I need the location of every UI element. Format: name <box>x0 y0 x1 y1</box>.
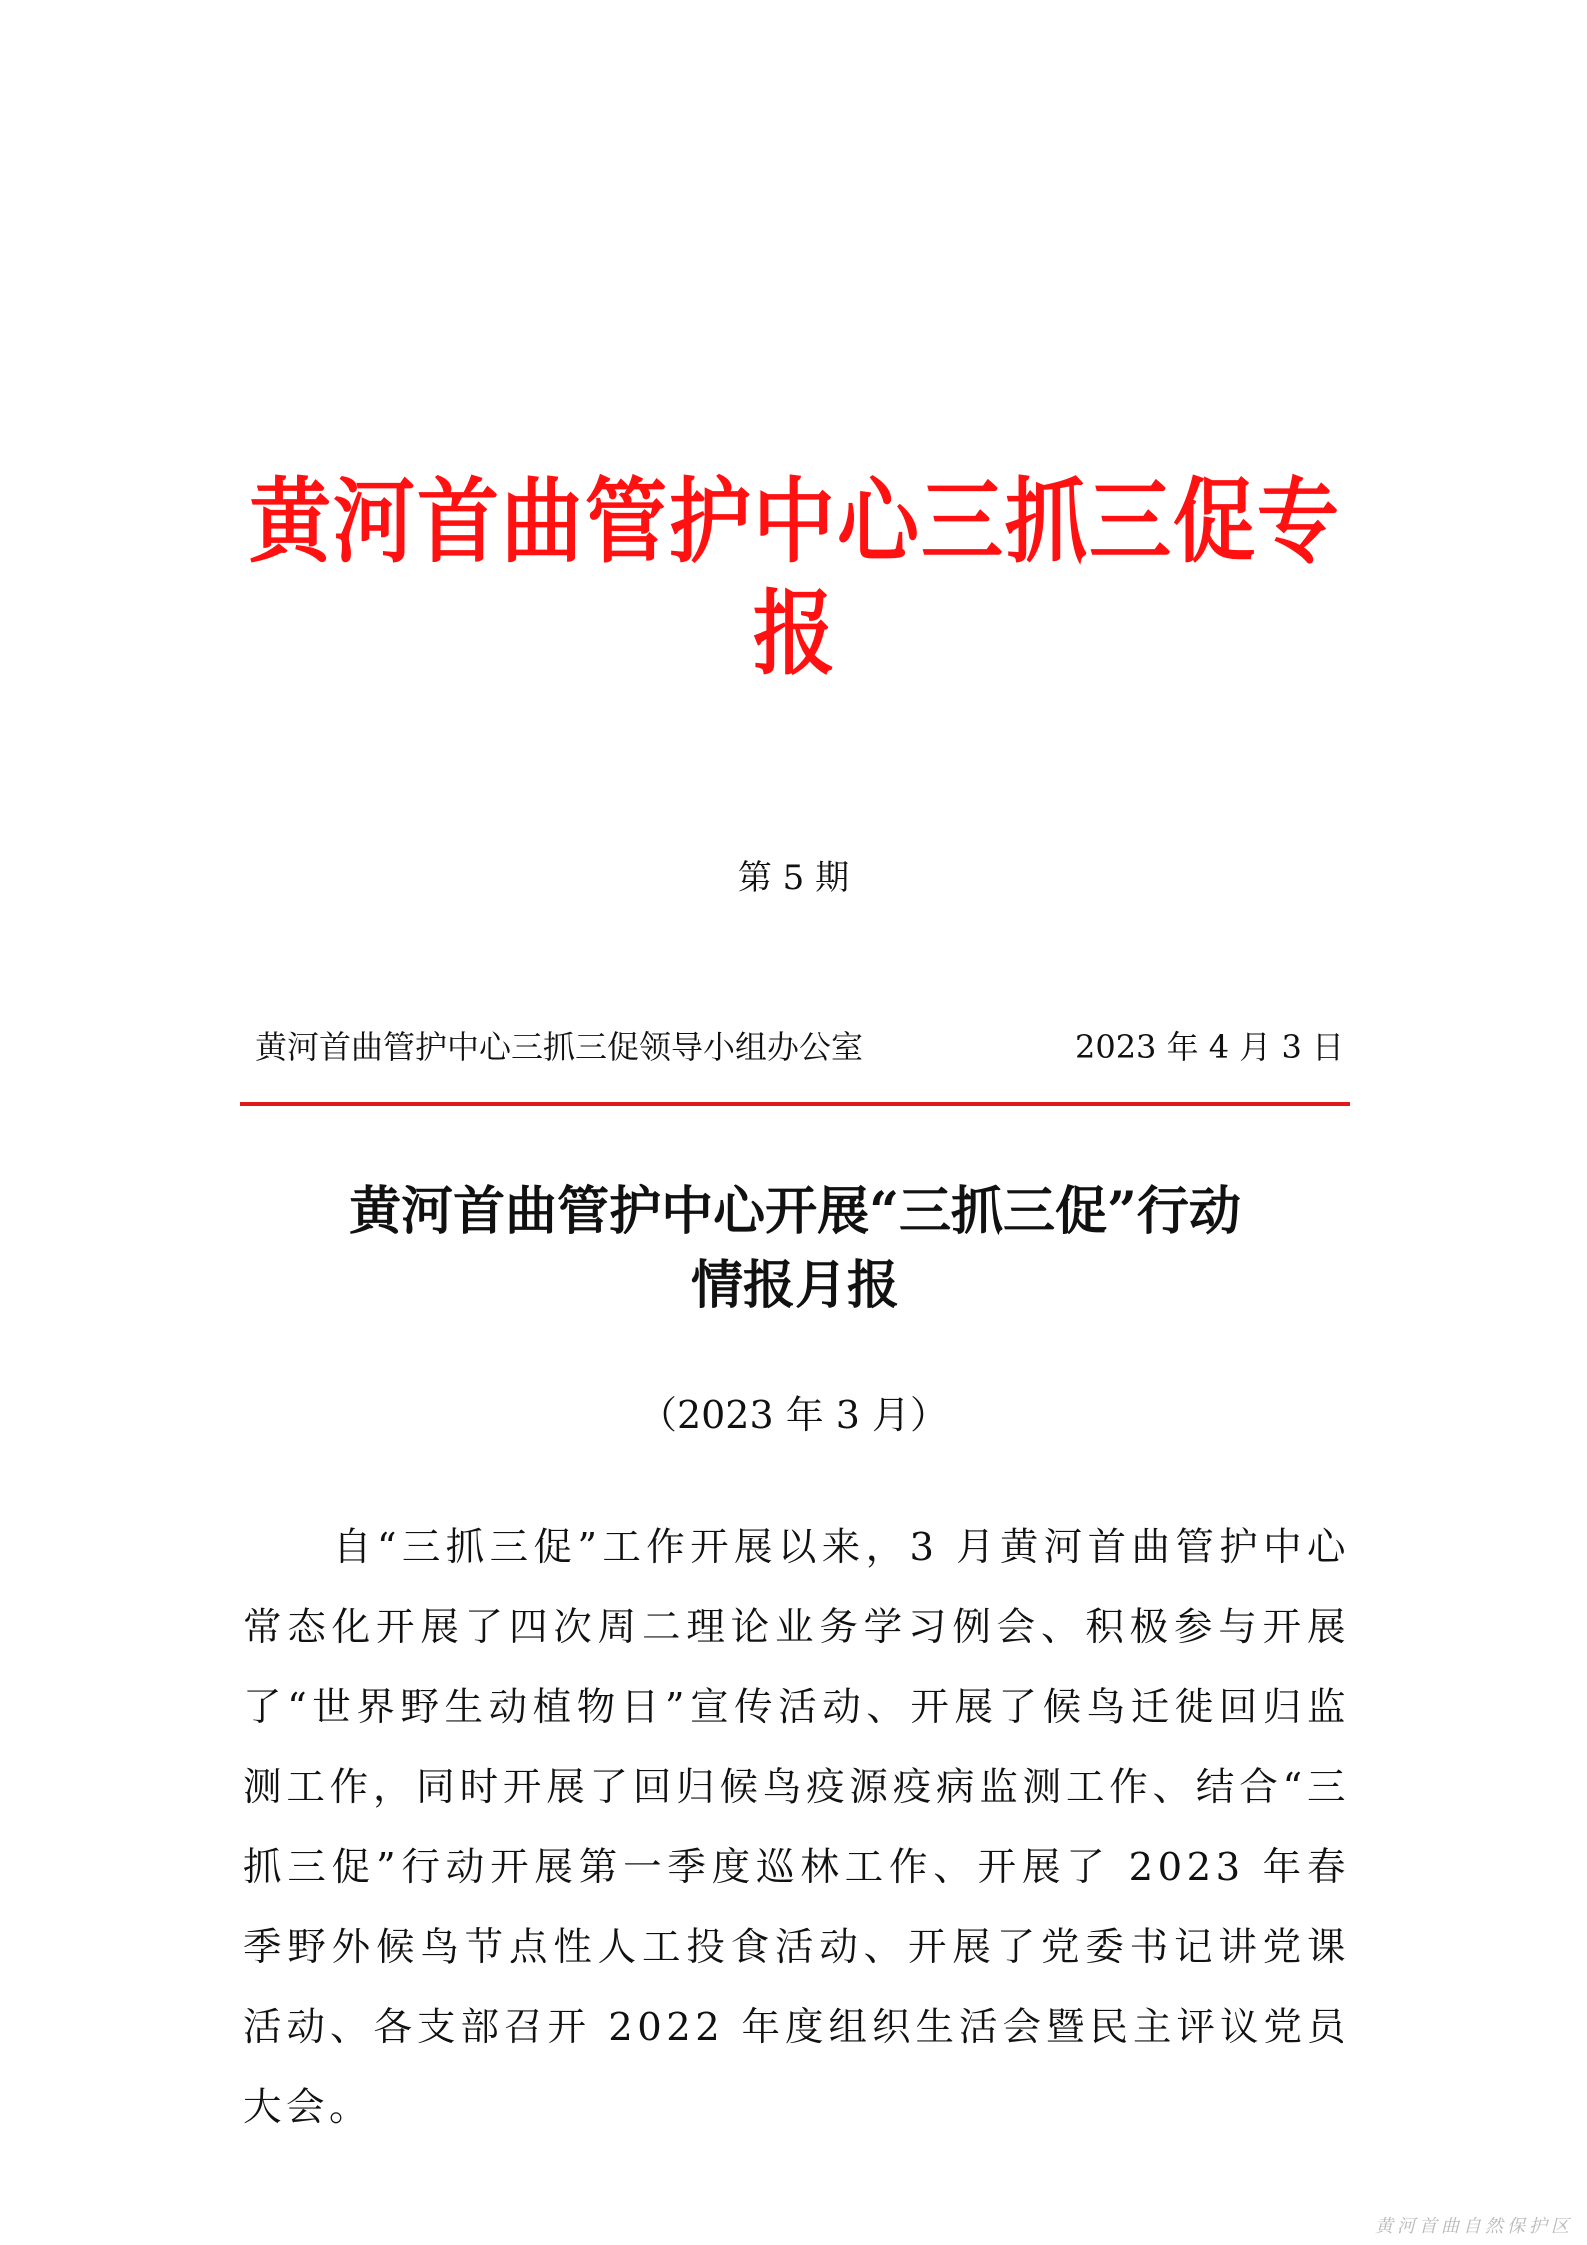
issuer-office: 黄河首曲管护中心三抓三促领导小组办公室 <box>255 1028 864 1066</box>
article-title <box>240 1175 1350 1323</box>
red-divider <box>240 1102 1350 1106</box>
watermark: 黄河首曲自然保护区 <box>1375 2216 1573 2237</box>
masthead-title: 黄河首曲管护中心三抓三促专报 <box>248 468 1341 688</box>
article-title-line-2: 情报月报 <box>690 1255 899 1316</box>
article-subtitle: （2023 年 3 月） <box>638 1393 949 1437</box>
issue-number: 第 5 期 <box>737 858 850 898</box>
issue-date: 2023 年 4 月 3 日 <box>1074 1028 1344 1066</box>
article-body: 自“三抓三促”工作开展以来，3 月黄河首曲管护中心常态化开展了四次周二理论业务学习例会、积极参与开展了“世界野生动植物日”宣传活动、开展了候鸟迁徙回归监测工作，同时开展了回归候鸟疫源疫病监测工作、结合“三抓三促”行动开展第一季度巡林工作、开展了 2023 年春季野外候鸟节点性人工投食活动、开展了党委书记讲党课活动、各支部召开 2022 年度组织生活会暨民主评议党员大会。 <box>243 1525 1350 2130</box>
article-title-line-1: 黄河首曲管护中心开展“三抓三促”行动 <box>349 1181 1241 1242</box>
